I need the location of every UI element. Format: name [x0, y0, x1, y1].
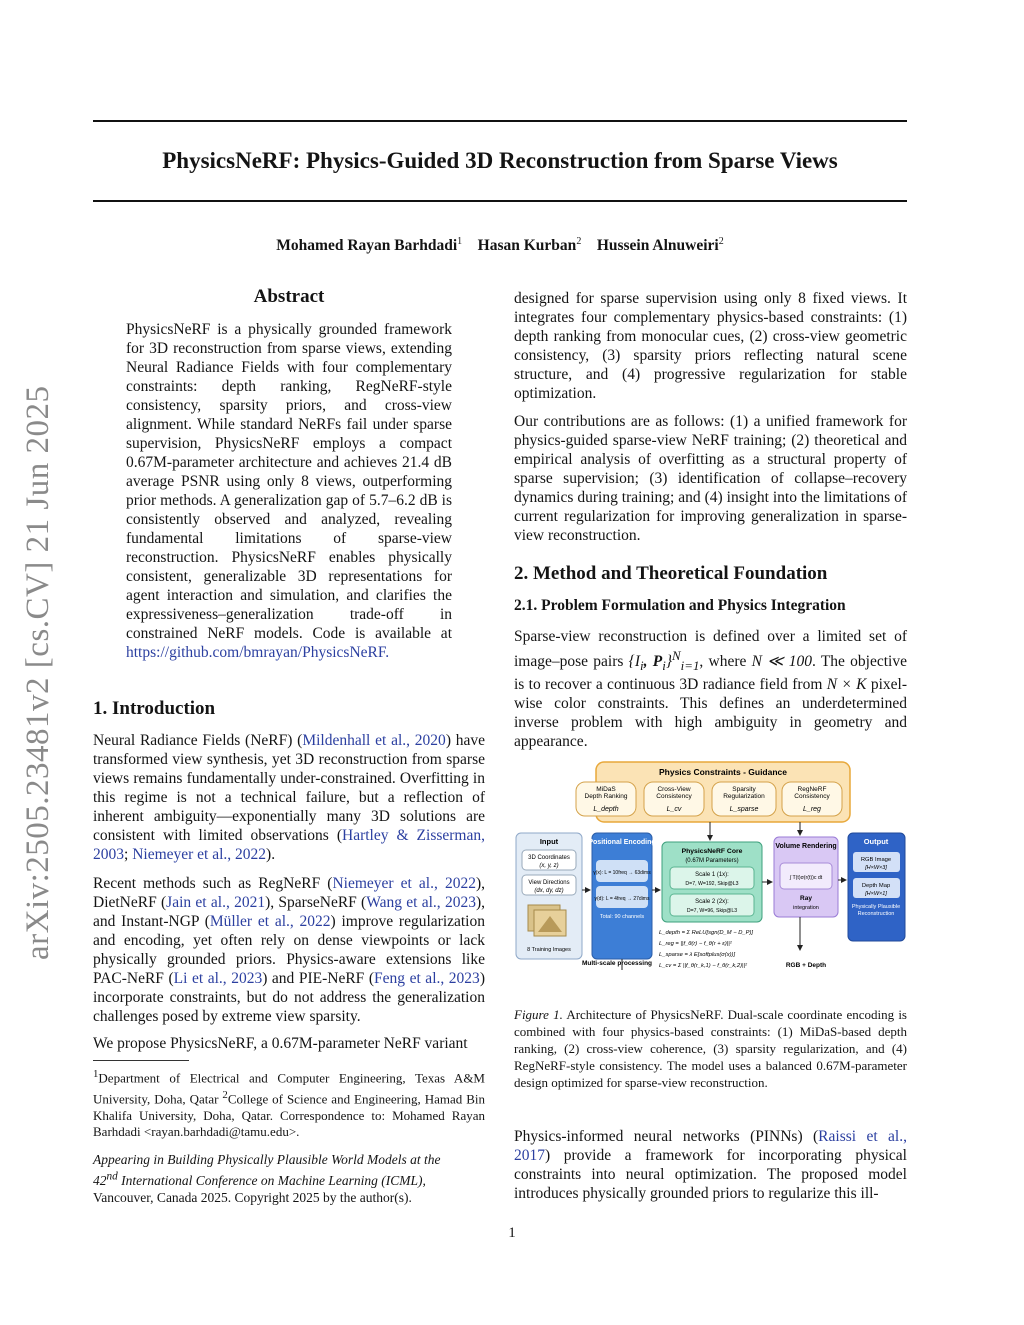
svg-text:integration: integration — [793, 905, 819, 911]
code-link[interactable]: https://github.com/bmrayan/PhysicsNeRF. — [126, 644, 390, 661]
constraint-symbol: L_depth — [593, 806, 619, 813]
pinn-paragraph: Physics-informed neural networks (PINNs) (Raissi et al., 2017) provide a framework for incorporating physical constraints into neural optimization. The proposed model introduces physically grounded priors to regularize this ill- — [514, 1128, 907, 1202]
citation[interactable]: Wang et al., 2023 — [366, 894, 476, 911]
rgb-depth-label: RGB + Depth — [785, 962, 827, 969]
constraint-label: Cross-View Consistency — [656, 786, 692, 801]
pe-total: Total: 90 channels — [599, 914, 645, 920]
author-list: Mohamed Rayan Barhdadi$^1$ Hasan Kurban$^2$ Hussein Alnuweiri$^2$ — [276, 236, 724, 255]
constraint-symbol: L_sparse — [729, 806, 759, 813]
input-title: Input — [539, 837, 559, 846]
svg-text:(0.67M Parameters): (0.67M Parameters) — [685, 858, 739, 864]
intro-paragraph-2: Recent methods such as RegNeRF (Niemeyer et al., 2022), DietNeRF (Jain et al., 2021), SparseNeRF (Wang et al., 2023), and Instant-NGP (Müller et al., 2022) improve regularization and encoding, yet often rely on dense viewpoints or lack physically grounded priors. Physics-aware extensions like PAC-NeRF (Li et al., 2023) and PIE-NeRF (Feng et al., 2023) incorporate constraints, but do not address the generalization challenges posed by extreme view sparsity. — [93, 875, 486, 1025]
citation[interactable]: Jain et al., 2021 — [166, 894, 266, 911]
constraint-symbol: L_cv — [666, 806, 682, 813]
top-rule — [93, 120, 907, 122]
input-coords: 3D Coordinates — [528, 855, 570, 861]
svg-text:(dx, dy, dz): (dx, dy, dz) — [534, 888, 564, 894]
footnote: $^1$Department of Electrical and Computer Engineering, Texas A&M University, Doha, Qatar $^2$College of Science and Engineering, Hamad Bin Khalifa University, Doha, Qatar. Correspondence to: Mohamed Rayan Barhdadi <rayan.barhdadi@tamu.edu>. — [93, 1068, 485, 1140]
constraint-label: Sparsity Regularization — [723, 786, 765, 801]
output-title: Output — [863, 837, 889, 846]
citation[interactable]: Müller et al., 2022 — [209, 913, 331, 930]
loss-equation: L_sparse = λ E[softplus(σ(x))] — [659, 952, 736, 958]
section-2-heading: 2. Method and Theoretical Foundation — [514, 563, 828, 584]
core-title: PhysicsNeRF Core — [681, 848, 743, 855]
page-number: 1 — [508, 1225, 516, 1241]
svg-text:(x, y, z): (x, y, z) — [539, 863, 559, 869]
constraint-symbol: L_reg — [803, 806, 821, 813]
constraint-item — [576, 782, 636, 816]
venue-note: Appearing in Building Physically Plausible World Models at the 42nd International Conference on Machine Learning (ICML), Vancouver, Canada 2025. Copyright 2025 by the author(s). — [93, 1152, 441, 1205]
paper-title: PhysicsNeRF: Physics-Guided 3D Reconstruction from Sparse Views — [162, 148, 838, 173]
svg-text:[H×W×3]: [H×W×3] — [865, 865, 887, 871]
footnote-rule — [93, 1060, 189, 1061]
scale-label: Scale 1 (1x): — [695, 872, 729, 878]
problem-paragraph: Sparse-view reconstruction is defined over a limited set of image–pose pairs {$I_i$, $P_i\}^N_{i=1}$, where N ≪ 100. The objective is to recover a continuous 3D radiance field from N × K pixel-wise color constraints. This defines an underdetermined inverse problem with high ambiguity in geometry and appearance. — [514, 628, 908, 751]
constraint-item — [644, 782, 704, 816]
svg-text:D=7, W=192, Skip@L3: D=7, W=192, Skip@L3 — [685, 881, 739, 887]
vr-equation: ∫ T(t)σ(r(t))c dt — [789, 875, 823, 881]
pe-line: γ(d): L = 4freq → 27dims — [594, 896, 650, 902]
input-dirs: View Directions — [528, 880, 570, 886]
author-name: Mohamed Rayan Barhdadi — [276, 237, 458, 255]
subsection-2-1-heading: 2.1. Problem Formulation and Physics Integration — [514, 597, 846, 614]
svg-text:Ray: Ray — [800, 895, 812, 902]
architecture-figure — [514, 760, 907, 982]
svg-text:Depth Map: Depth Map — [861, 883, 891, 889]
constraint-item — [712, 782, 776, 816]
scale-label: Scale 2 (2x): — [695, 899, 729, 905]
multiscale-label: Multi-scale processing — [581, 960, 653, 967]
contributions-paragraph: Our contributions are as follows: (1) a unified framework for physics-guided sparse-view NeRF training; (2) theoretical and empirical analysis of overfitting as a structural property of sparse supervision; (3) identification of collapse–recovery dynamics during training; and (4) insight into the limitations of current regularization for improving generalization in sparse-view reconstruction. — [514, 413, 907, 544]
pe-line: γ(x): L = 10freq → 63dims — [593, 870, 651, 876]
citation[interactable]: Raissi et al., 2017 — [514, 1128, 907, 1164]
constraint-label: RegNeRF Consistency — [794, 786, 830, 801]
constraint-item — [782, 782, 842, 816]
constraints-title: Physics Constraints - Guidance — [658, 767, 788, 777]
citation[interactable]: Li et al., 2023 — [173, 970, 263, 987]
svg-text:RGB Image: RGB Image — [860, 857, 892, 863]
training-images-icon — [528, 905, 566, 936]
figure-caption: Figure 1. Architecture of PhysicsNeRF. Dual-scale coordinate encoding is combined with four physics-based constraints: (1) MiDaS-based depth ranking, (2) cross-view coherence, (3) sparsity regularization, and (4) RegNeRF-style consistency. The model uses a balanced 0.67M-parameter design optimized for sparse-view reconstruction. — [514, 1007, 907, 1090]
vr-title: Volume Rendering — [775, 843, 837, 850]
output-physical: Physically Plausible Reconstruction — [851, 904, 901, 917]
abstract-body: PhysicsNeRF is a physically grounded framework for 3D reconstruction from sparse views, extending Neural Radiance Fields with four complementary constraints: depth ranking, RegNeRF-style consistency, sparsity priors, and cross-view alignment. While standard NeRFs fail under sparse supervision, PhysicsNeRF employs a compact 0.67M-parameter architecture and achieves 21.4 dB average PSNR using only 8 views, outperforming prior methods. A generalization gap of 5.7–6.2 dB is consistently observed and analyzed, revealing fundamental limitations of sparse-view reconstruction. PhysicsNeRF enables physically consistent, generalizable 3D representations for agent interaction and simulation, and clarifies the expressiveness–generalization trade-off in constrained NeRF models. Code is available at https://github.com/bmrayan/PhysicsNeRF. — [126, 321, 452, 661]
intro-paragraph-1: Neural Radiance Fields (NeRF) (Mildenhall et al., 2020) have transformed view synthesis, yet 3D reconstruction from sparse views remains fundamentally under-constrained. Overfitting in this regime is not a technical failure, but a reflection of inherent ambiguity—exponentially many 3D solutions are consistent with limited observations (Hartley & Zisserman, 2003; Niemeyer et al., 2022). — [93, 732, 486, 863]
arxiv-id: arXiv:2505.23481v2 [cs.CV] 21 Jun 2025 — [20, 385, 56, 960]
citation[interactable]: Hartley & Zisserman, 2003 — [93, 827, 485, 863]
svg-text:D=7, W=96, Skip@L3: D=7, W=96, Skip@L3 — [686, 908, 738, 914]
loss-equation: L_depth = Σ ReLU[sgn(D_M − D_P)] — [659, 930, 754, 936]
right-paragraph-1: designed for sparse supervision using only 8 fixed views. It integrates four complementary physics-based constraints: (1) depth ranking from monocular cues, (2) cross-view geometric consistency, (3) sparsity priors reflecting natural scene structure, and (4) progressive regularization for stable optimization. — [514, 290, 907, 402]
author-name: Hasan Kurban — [477, 237, 577, 255]
constraint-label: MiDaS Depth Ranking — [584, 786, 628, 801]
intro-heading: 1. Introduction — [93, 698, 216, 719]
pe-title: Positional Encoding — [588, 839, 656, 846]
loss-equation: L_cv = Σ ||f_θ(r_k,1) − f_θ(r_k,2)||² — [659, 963, 747, 969]
intro-paragraph-3: We propose PhysicsNeRF, a 0.67M-parameter NeRF variant — [93, 1035, 468, 1052]
abstract-heading: Abstract — [253, 286, 325, 307]
author-name: Hussein Alnuweiri — [596, 237, 719, 255]
input-images-label: 8 Training Images — [527, 947, 571, 953]
citation[interactable]: Niemeyer et al., 2022 — [132, 846, 267, 863]
citation[interactable]: Feng et al., 2023 — [374, 970, 480, 987]
citation[interactable]: Mildenhall et al., 2020 — [302, 732, 446, 749]
title-rule — [93, 200, 907, 202]
loss-equations — [659, 930, 753, 969]
svg-text:[H×W×1]: [H×W×1] — [865, 891, 887, 897]
citation[interactable]: Niemeyer et al., 2022 — [332, 875, 476, 892]
loss-equation: L_reg = ||f_θ(r) − f_θ(r + ε)||² — [659, 941, 732, 947]
